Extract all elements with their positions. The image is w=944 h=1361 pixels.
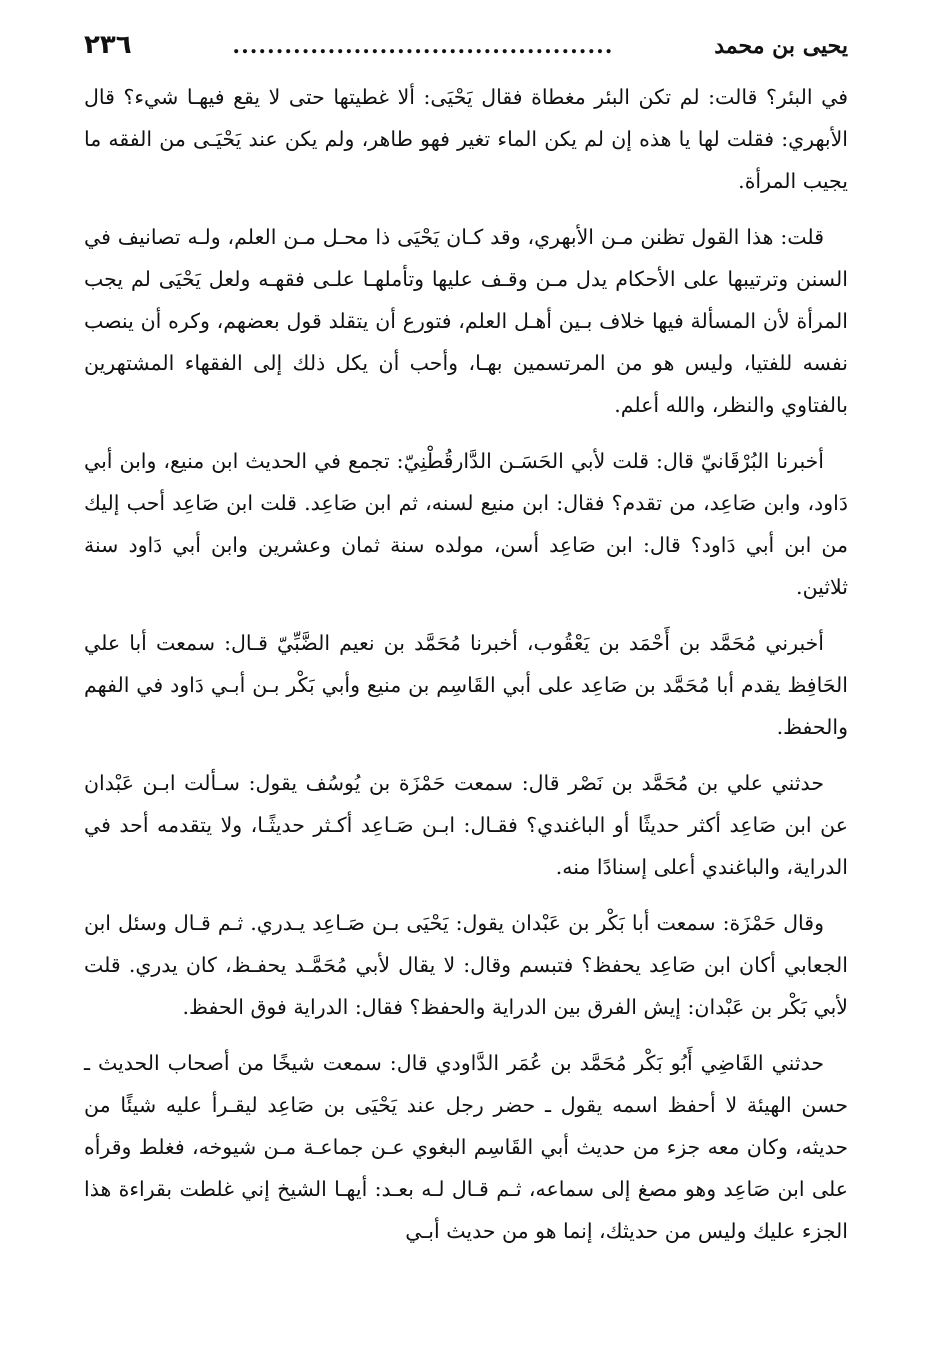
paragraph-2: قلت: هذا القول تظنن مـن الأبهري، وقد كـان يَحْيَى ذا محـل مـن العلم، ولـه تصانيف في السنن وترتيبها على الأحكام يدل مـن وقـف عليها وتأملهـا علـى فقهـه ولعل يَحْيَى لم يجب المرأة لأن المسألة فيها خلاف بـين أهـل العلم، فتورع أن يتقلد قول بعضهم، وكره أن ينصب نفسه للفتيا، وليس هو من المرتسمين بهـا، وأحب أن يكل ذلك إلى الفقهاء المشتهرين بالفتاوي والنظر، والله أعلم. (84, 225, 848, 417)
running-head (84, 30, 848, 70)
paragraph-4: أخبرني مُحَمَّد بن أَحْمَد بن يَعْقُوب، أخبرنا مُحَمَّد بن نعيم الضَّبِّيّ قـال: سمعت أبا علي الحَافِظ يقدم أبا مُحَمَّد بن صَاعِد على أبي القَاسِم بن منيع وأبي بَكْر بـن أبـي دَاود في الفهم والحفظ. (84, 631, 848, 739)
header-title: يحيى بن محمد (714, 33, 848, 59)
paragraph-6: وقال حَمْزَة: سمعت أبا بَكْر بن عَبْدان يقول: يَحْيَى بـن صَـاعِد يـدري. ثـم قـال وسئل ابن الجعابي أكان ابن صَاعِد يحفظ؟ فتبسم وقال: لا يقال لأبي مُحَمَّـد يحفـظ، كان يدري. قلت لأبي بَكْر بن عَبْدان: إيش الفرق بين الدراية والحفظ؟ فقال: الدراية فوق الحفظ. (84, 911, 848, 1019)
paragraph-1: في البئر؟ قالت: لم تكن البئر مغطاة فقال يَحْيَى: ألا غطيتها حتى لا يقع فيهـا شيء؟ قال الأبهري: فقلت لها يا هذه إن لم يكن الماء تغير فهو طاهر، ولم يكن عند يَحْيَـى من الفقه ما يجيب المرأة. (84, 85, 848, 193)
header-dot-leader: ............................................ (232, 33, 614, 59)
paragraph-5: حدثني علي بن مُحَمَّد بن نَصْر قال: سمعت حَمْزَة بن يُوسُف يقول: سـألت ابـن عَبْدان عن ابن صَاعِد أكثر حديثًا أو الباغندي؟ فقـال: ابـن صَـاعِد أكـثر حديثًـا، ولا يتقدمه أحد في الدراية، والباغندي أعلى إسنادًا منه. (84, 771, 848, 879)
paragraph-7: حدثني القَاضِي أَبُو بَكْر مُحَمَّد بن عُمَر الدَّاودي قال: سمعت شيخًا من أصحاب الحديث ـ حسن الهيئة لا أحفظ اسمه يقول ـ حضر رجل عند يَحْيَى بن صَاعِد ليقـرأ عليه شيئًا من حديثه، وكان معه جزء من حديث أبي القَاسِم البغوي عـن جماعـة مـن شيوخه، فغلط وقرأه على ابن صَاعِد وهو مصغ إلى سماعه، ثـم قـال لـه بعـد: أيهـا الشيخ إني غلطت بقراءة هذا الجزء عليك وليس من حديثك، إنما هو من حديث أبـي (84, 1051, 848, 1243)
book-page (84, 30, 848, 1266)
paragraph-3: أخبرنا البُرْقَانيّ قال: قلت لأبي الحَسَـن الدَّارقُطْنِيّ: تجمع في الحديث ابن منيع، وابن أبي دَاود، وابن صَاعِد، من تقدم؟ فقال: ابن منيع لسنه، ثم ابن صَاعِد. قلت ابن صَاعِد أحب إليك من ابن أبي دَاود؟ قال: ابن صَاعِد أسن، مولده سنة ثمان وعشرين وابن أبي دَاود سنة ثلاثين. (84, 449, 848, 599)
page-number: ٢٣٦ (84, 30, 132, 60)
